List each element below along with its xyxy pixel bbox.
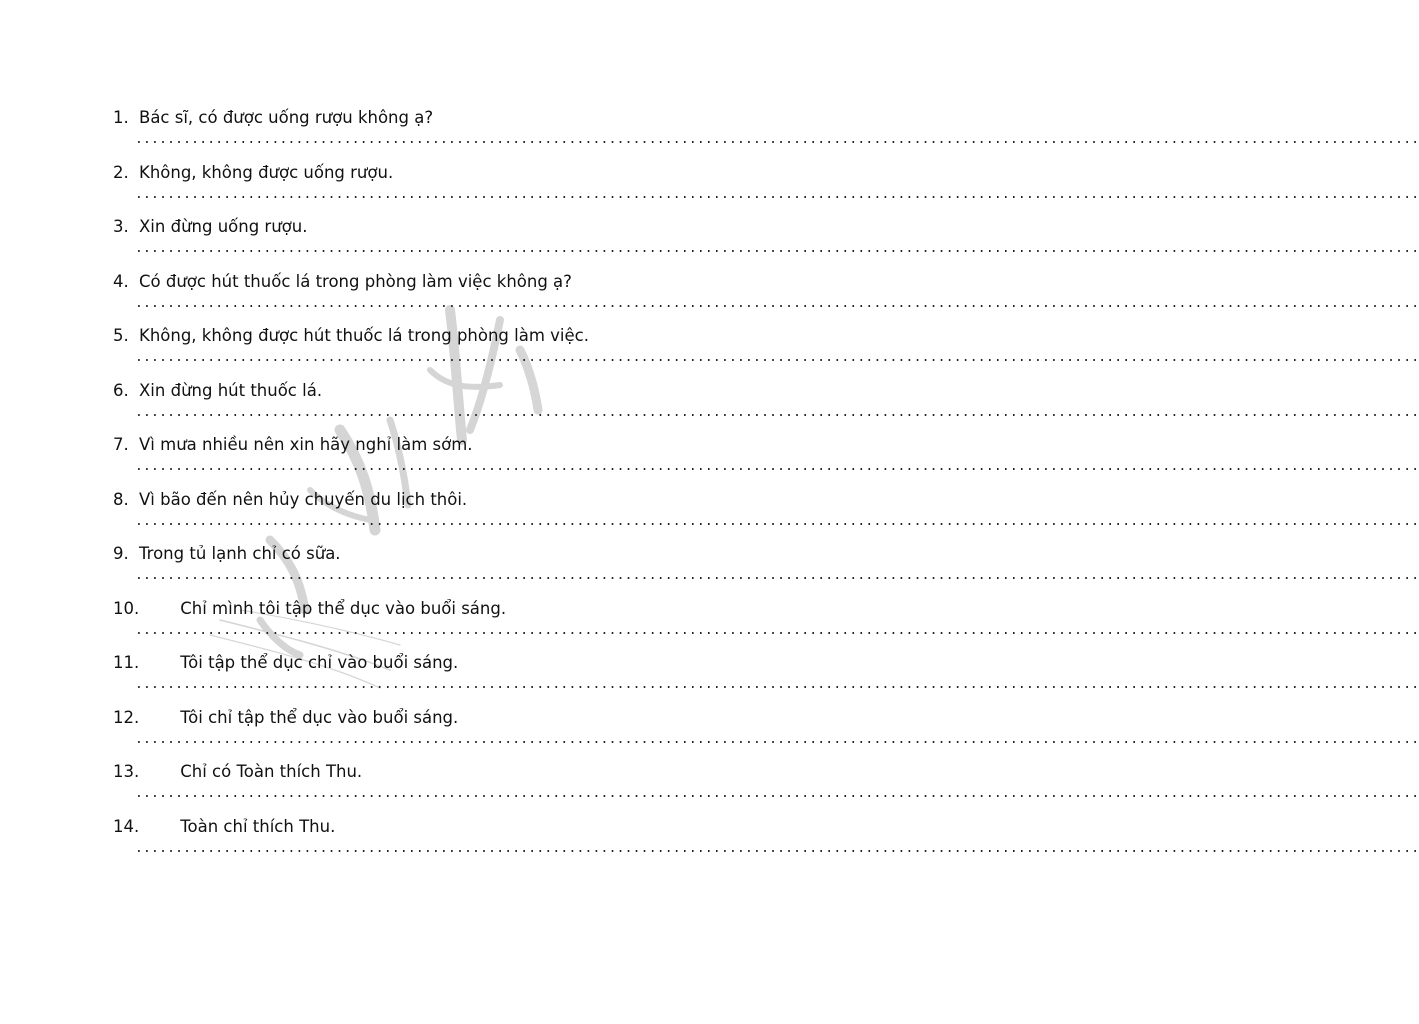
answer-line[interactable]: ................................................................................................................................................................ <box>135 295 1419 311</box>
item-number: 14. <box>113 816 140 836</box>
answer-line[interactable]: ................................................................................................................................................................ <box>135 241 1419 256</box>
answer-line[interactable]: ................................................................................................................................................................ <box>135 513 1419 529</box>
exercise-item <box>113 433 1419 488</box>
exercise-item <box>113 215 1419 270</box>
item-number: 1. <box>113 108 129 127</box>
answer-line[interactable]: ................................................................................................................................................................ <box>135 132 1419 147</box>
item-number: 8. <box>113 489 129 509</box>
item-sentence: Xin đừng hút thuốc lá. <box>139 380 323 400</box>
item-sentence: Vì mưa nhiều nên xin hãy nghỉ làm sớm. <box>139 435 473 454</box>
item-number: 2. <box>113 162 129 182</box>
item-sentence: Chỉ mình tôi tập thể dục vào buổi sáng. <box>180 598 507 618</box>
item-sentence: Tôi tập thể dục chỉ vào buổi sáng. <box>180 653 459 672</box>
item-number: 7. <box>113 435 129 454</box>
answer-line[interactable]: ................................................................................................................................................................ <box>135 622 1419 638</box>
item-number: 5. <box>113 326 129 345</box>
item-number: 13. <box>113 762 140 781</box>
exercise-item <box>113 597 1419 652</box>
item-sentence: Trong tủ lạnh chỉ có sữa. <box>139 544 341 563</box>
exercise-item <box>113 706 1419 761</box>
exercise-item <box>113 651 1419 706</box>
exercise-item <box>113 106 1419 161</box>
item-sentence: Tôi chỉ tập thể dục vào buổi sáng. <box>180 707 459 727</box>
exercise-item <box>113 542 1419 597</box>
exercise-item <box>113 760 1419 815</box>
item-number: 10. <box>113 598 140 618</box>
exercise-item <box>113 270 1419 325</box>
answer-line[interactable]: ................................................................................................................................................................ <box>135 786 1419 801</box>
item-sentence: Chỉ có Toàn thích Thu. <box>180 762 363 781</box>
item-sentence: Vì bão đến nên hủy chuyến du lịch thôi. <box>139 489 468 509</box>
exercise-list <box>113 106 1419 869</box>
item-number: 12. <box>113 707 140 727</box>
exercise-item <box>113 815 1419 870</box>
exercise-item <box>113 488 1419 543</box>
item-number: 11. <box>113 653 140 672</box>
answer-line[interactable]: ................................................................................................................................................................ <box>135 568 1419 583</box>
answer-line[interactable]: ................................................................................................................................................................ <box>135 677 1419 692</box>
item-number: 3. <box>113 217 129 236</box>
item-sentence: Bác sĩ, có được uống rượu không ạ? <box>139 108 434 127</box>
answer-line[interactable]: ................................................................................................................................................................ <box>135 404 1419 420</box>
exercise-item <box>113 161 1419 216</box>
item-sentence: Có được hút thuốc lá trong phòng làm việc không ạ? <box>139 271 572 291</box>
answer-line[interactable]: ................................................................................................................................................................ <box>135 459 1419 474</box>
answer-line[interactable]: ................................................................................................................................................................ <box>135 186 1419 202</box>
answer-line[interactable]: ................................................................................................................................................................ <box>135 731 1419 747</box>
item-sentence: Xin đừng uống rượu. <box>139 217 308 236</box>
item-number: 9. <box>113 544 129 563</box>
item-number: 4. <box>113 271 129 291</box>
answer-line[interactable]: ................................................................................................................................................................ <box>135 350 1419 365</box>
exercise-item <box>113 379 1419 434</box>
item-sentence: Toàn chỉ thích Thu. <box>180 816 336 836</box>
answer-line[interactable]: ................................................................................................................................................................ <box>135 840 1419 856</box>
item-sentence: Không, không được hút thuốc lá trong phòng làm việc. <box>139 326 589 345</box>
item-number: 6. <box>113 380 129 400</box>
exercise-item <box>113 324 1419 379</box>
item-sentence: Không, không được uống rượu. <box>139 162 394 182</box>
